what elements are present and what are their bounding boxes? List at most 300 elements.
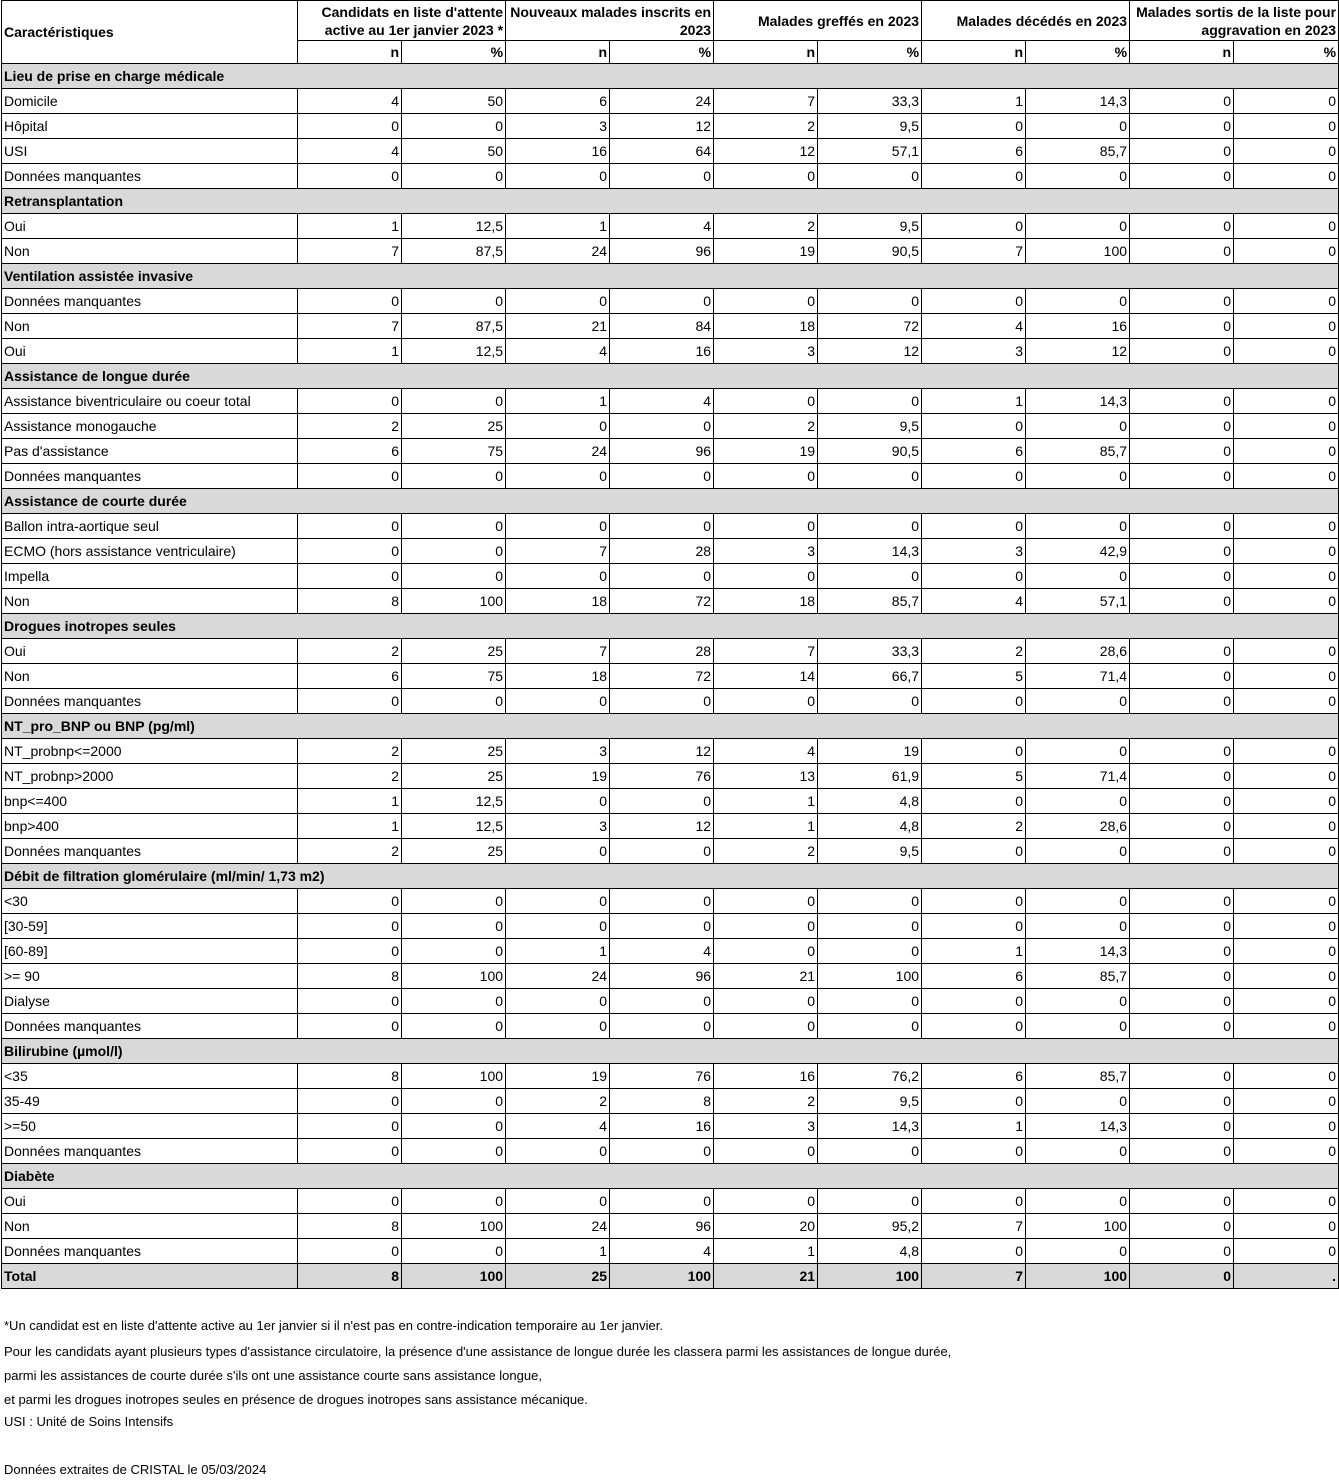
cell-pct: 0 [818,1189,922,1214]
cell-n: 0 [1130,114,1234,139]
cell-n: 4 [922,314,1026,339]
cell-n: 4 [298,139,402,164]
cell-pct: 0 [610,414,714,439]
cell-pct: 14,3 [818,1114,922,1139]
cell-n: 13 [714,764,818,789]
table-row [2,114,1339,139]
cell-pct: 0 [818,939,922,964]
cell-pct: 0 [1026,1239,1130,1264]
cell-pct: 14,3 [1026,1114,1130,1139]
cell-pct: 12,5 [402,214,506,239]
cell-pct: 0 [1234,539,1339,564]
cell-n: 0 [922,164,1026,189]
cell-n: 0 [1130,639,1234,664]
cell-pct: 9,5 [818,214,922,239]
footnote-source: Données extraites de CRISTAL le 05/03/2024 [4,1462,267,1477]
cell-pct: 61,9 [818,764,922,789]
cell-n: 0 [922,889,1026,914]
cell-n: 0 [922,514,1026,539]
cell-n: 0 [506,1139,610,1164]
cell-n: 0 [1130,164,1234,189]
cell-pct: 96 [610,239,714,264]
cell-pct: 12,5 [402,789,506,814]
cell-n: 0 [506,689,610,714]
cell-n: 7 [922,1214,1026,1239]
cell-n: 3 [714,1114,818,1139]
row-label: Non [2,239,298,264]
cell-n: 2 [714,414,818,439]
cell-pct: 0 [818,389,922,414]
cell-pct: 0 [402,939,506,964]
subheader-n: n [1130,41,1234,64]
cell-n: 0 [506,989,610,1014]
footnote-assistance-1: Pour les candidats ayant plusieurs types d'assistance circulatoire, la présence d'une assistance de longue durée les classera parmi les assistances de longue durée, [4,1344,952,1359]
cell-pct: 0 [1234,439,1339,464]
cell-n: 0 [922,789,1026,814]
cell-pct: 16 [610,339,714,364]
cell-n: 0 [1130,214,1234,239]
row-label: Données manquantes [2,1014,298,1039]
cell-n: 0 [1130,839,1234,864]
cell-n: 19 [506,764,610,789]
cell-n: 0 [1130,439,1234,464]
cell-pct: 0 [610,989,714,1014]
cell-pct: 33,3 [818,639,922,664]
cell-n: 0 [1130,539,1234,564]
cell-n: 0 [714,564,818,589]
cell-pct: 4,8 [818,789,922,814]
cell-n: 0 [922,289,1026,314]
cell-n: 7 [714,89,818,114]
table-row [2,664,1339,689]
cell-pct: 0 [1026,214,1130,239]
subheader-pct: % [1234,41,1339,64]
table-row [2,564,1339,589]
subheader-n: n [298,41,402,64]
cell-n: 2 [298,839,402,864]
section-title: Débit de filtration glomérulaire (ml/min/ 1,73 m2) [2,864,1339,889]
cell-n: 8 [298,1214,402,1239]
cell-n: 21 [506,314,610,339]
cell-pct: 0 [1234,339,1339,364]
cell-n: 0 [506,164,610,189]
footnote-assistance-3: et parmi les drogues inotropes seules en présence de drogues inotropes sans assistance mécanique. [4,1392,588,1407]
cell-pct: 0 [610,1189,714,1214]
cell-n: 2 [714,839,818,864]
cell-n: 0 [922,564,1026,589]
col-header-new-patients: Nouveaux malades inscrits en 2023 [506,1,714,41]
cell-n: 0 [506,289,610,314]
cell-pct: 0 [402,989,506,1014]
cell-n: 1 [298,339,402,364]
cell-n: 0 [298,164,402,189]
cell-pct: 12 [610,739,714,764]
cell-n: 0 [1130,989,1234,1014]
table-row [2,789,1339,814]
row-label: bnp<=400 [2,789,298,814]
cell-n: 20 [714,1214,818,1239]
cell-pct: 0 [610,164,714,189]
col-header-waiting-list: Candidats en liste d'attente active au 1er janvier 2023 * [298,1,506,41]
cell-n: 1 [714,1239,818,1264]
cell-pct: 57,1 [818,139,922,164]
cell-pct: 0 [402,539,506,564]
cell-pct: 0 [1234,1214,1339,1239]
cell-pct: 9,5 [818,414,922,439]
cell-n: 0 [922,114,1026,139]
table-row [2,89,1339,114]
cell-n: 0 [298,889,402,914]
cell-pct: 100 [818,964,922,989]
cell-pct: 0 [1234,389,1339,414]
section-header-row [2,189,1339,214]
cell-pct: 0 [402,1089,506,1114]
cell-pct: 75 [402,664,506,689]
cell-pct: 0 [1026,839,1130,864]
subheader-n: n [506,41,610,64]
cell-pct: 0 [1026,1189,1130,1214]
cell-pct: 90,5 [818,439,922,464]
cell-pct: 0 [1026,164,1130,189]
cell-pct: 75 [402,439,506,464]
cell-pct: 0 [610,689,714,714]
cell-pct: 12 [610,114,714,139]
cell-pct: 0 [1234,1239,1339,1264]
cell-pct: 0 [1234,314,1339,339]
cell-pct: 0 [402,1139,506,1164]
cell-n: 0 [922,214,1026,239]
cell-pct: 0 [1234,464,1339,489]
cell-pct: 0 [610,789,714,814]
table-row [2,539,1339,564]
cell-pct: 16 [610,1114,714,1139]
cell-pct: 0 [1234,939,1339,964]
cell-n: 6 [922,439,1026,464]
cell-pct: 28,6 [1026,639,1130,664]
cell-n: 0 [922,689,1026,714]
row-label: Données manquantes [2,1239,298,1264]
cell-pct: 0 [1234,1064,1339,1089]
cell-n: 0 [1130,1114,1234,1139]
table-row [2,1064,1339,1089]
section-title: Lieu de prise en charge médicale [2,64,1339,89]
cell-pct: 4 [610,214,714,239]
cell-n: 0 [506,564,610,589]
cell-n: 0 [922,1139,1026,1164]
cell-pct: 4,8 [818,1239,922,1264]
cell-n: 0 [506,414,610,439]
cell-pct: 0 [1026,1139,1130,1164]
cell-pct: 12 [1026,339,1130,364]
cell-n: 0 [1130,914,1234,939]
row-label: Oui [2,339,298,364]
cell-n: 0 [506,789,610,814]
cell-pct: 0 [402,689,506,714]
cell-pct: 0 [1234,1139,1339,1164]
cell-n: 0 [922,414,1026,439]
cell-pct: 85,7 [1026,139,1130,164]
subheader-pct: % [402,41,506,64]
cell-n: 0 [922,839,1026,864]
cell-pct: 0 [402,289,506,314]
cell-pct: 14,3 [818,539,922,564]
table-row [2,1189,1339,1214]
cell-pct: 100 [402,1214,506,1239]
cell-pct: 0 [818,989,922,1014]
cell-pct: 0 [1234,164,1339,189]
subheader-n: n [922,41,1026,64]
row-label: Non [2,1214,298,1239]
cell-n: 0 [298,514,402,539]
cell-n: 0 [1130,314,1234,339]
cell-n: 2 [298,414,402,439]
cell-n: 0 [714,389,818,414]
row-label: Ballon intra-aortique seul [2,514,298,539]
cell-n: 0 [714,689,818,714]
cell-pct: 0 [1026,514,1130,539]
section-title: Assistance de courte durée [2,489,1339,514]
row-label: Assistance biventriculaire ou coeur total [2,389,298,414]
cell-pct: 0 [1234,514,1339,539]
cell-pct: 0 [1234,689,1339,714]
cell-pct: 14,3 [1026,89,1130,114]
cell-n: 0 [714,1014,818,1039]
cell-n: 7 [298,314,402,339]
cell-n: 0 [1130,964,1234,989]
cell-pct: 0 [1234,1089,1339,1114]
cell-n: 0 [922,1189,1026,1214]
cell-pct: 0 [1234,214,1339,239]
cell-n: 14 [714,664,818,689]
cell-pct: 4 [610,939,714,964]
cell-n: 0 [714,989,818,1014]
section-title: Bilirubine (µmol/l) [2,1039,1339,1064]
table-row [2,989,1339,1014]
cell-pct: 0 [1234,964,1339,989]
cell-pct: 0 [1026,564,1130,589]
cell-n: 1 [506,389,610,414]
cell-n: 0 [922,1239,1026,1264]
cell-n: 2 [922,639,1026,664]
cell-n: 0 [506,1014,610,1039]
cell-n: 0 [298,914,402,939]
cell-pct: 16 [1026,314,1130,339]
cell-n: 1 [298,214,402,239]
cell-pct: 0 [610,839,714,864]
table-row [2,1239,1339,1264]
cell-pct: 0 [610,289,714,314]
cell-n: 0 [506,839,610,864]
section-header-row [2,364,1339,389]
cell-pct: 0 [1234,289,1339,314]
table-row [2,889,1339,914]
cell-pct: 0 [818,464,922,489]
cell-n: 1 [922,1114,1026,1139]
cell-n: 2 [298,739,402,764]
cell-pct: 0 [1234,89,1339,114]
cell-pct: 0 [1234,739,1339,764]
cell-pct: 96 [610,439,714,464]
cell-n: 3 [506,739,610,764]
header-row [2,1,1339,41]
row-label: Dialyse [2,989,298,1014]
cell-pct: 0 [1234,414,1339,439]
cell-n: 1 [506,939,610,964]
table-row [2,389,1339,414]
row-label: Non [2,589,298,614]
cell-n: 1 [922,89,1026,114]
cell-pct: 0 [818,889,922,914]
cell-pct: 0 [610,564,714,589]
cell-n: 0 [298,689,402,714]
cell-pct: 100 [1026,239,1130,264]
cell-pct: 25 [402,764,506,789]
cell-n: 0 [1130,739,1234,764]
cell-n: 4 [298,89,402,114]
cell-pct: 0 [610,464,714,489]
cell-pct: 0 [1234,139,1339,164]
cell-pct: 33,3 [818,89,922,114]
row-label: >= 90 [2,964,298,989]
cell-pct: 0 [818,689,922,714]
cell-n: 3 [922,339,1026,364]
section-header-row [2,489,1339,514]
row-label: Oui [2,639,298,664]
cell-pct: 14,3 [1026,939,1130,964]
section-title: NT_pro_BNP ou BNP (pg/ml) [2,714,1339,739]
cell-n: 21 [714,964,818,989]
total-n: 25 [506,1264,610,1289]
total-n: 21 [714,1264,818,1289]
cell-pct: 9,5 [818,839,922,864]
cell-pct: 0 [402,114,506,139]
cell-n: 0 [506,889,610,914]
table-row [2,239,1339,264]
cell-pct: 95,2 [818,1214,922,1239]
cell-pct: 0 [1026,289,1130,314]
cell-n: 4 [506,339,610,364]
cell-n: 6 [506,89,610,114]
cell-pct: 25 [402,739,506,764]
cell-pct: 0 [402,1239,506,1264]
cell-n: 19 [506,1064,610,1089]
cell-pct: 0 [610,514,714,539]
cell-n: 24 [506,439,610,464]
cell-pct: 9,5 [818,114,922,139]
cell-n: 0 [1130,889,1234,914]
table-row [2,839,1339,864]
table-row [2,764,1339,789]
cell-n: 0 [1130,689,1234,714]
cell-n: 7 [506,539,610,564]
row-label: Pas d'assistance [2,439,298,464]
cell-pct: 0 [1234,239,1339,264]
cell-n: 6 [922,964,1026,989]
cell-pct: 0 [1026,689,1130,714]
table-row [2,1139,1339,1164]
cell-n: 7 [922,239,1026,264]
cell-n: 0 [298,289,402,314]
section-title: Retransplantation [2,189,1339,214]
cell-pct: 0 [402,389,506,414]
col-header-transplanted: Malades greffés en 2023 [714,1,922,41]
cell-pct: 0 [1234,764,1339,789]
section-header-row [2,1039,1339,1064]
cell-n: 0 [1130,564,1234,589]
row-label: ECMO (hors assistance ventriculaire) [2,539,298,564]
cell-pct: 0 [1026,789,1130,814]
table-row [2,414,1339,439]
cell-pct: 100 [1026,1214,1130,1239]
cell-n: 0 [714,889,818,914]
cell-n: 0 [1130,389,1234,414]
cell-pct: 4,8 [818,814,922,839]
cell-n: 18 [506,664,610,689]
cell-pct: 4 [610,389,714,414]
cell-n: 7 [714,639,818,664]
section-header-row [2,714,1339,739]
cell-n: 0 [1130,339,1234,364]
cell-n: 0 [1130,1189,1234,1214]
cell-pct: 72 [610,589,714,614]
cell-n: 0 [922,989,1026,1014]
cell-n: 0 [298,1014,402,1039]
cell-n: 0 [714,464,818,489]
cell-pct: 0 [402,464,506,489]
cell-n: 8 [298,1064,402,1089]
section-header-row [2,614,1339,639]
col-header-removed-aggravation: Malades sortis de la liste pour aggravation en 2023 [1130,1,1339,41]
table-row [2,914,1339,939]
cell-pct: 72 [818,314,922,339]
row-label: Données manquantes [2,1139,298,1164]
caracteristiques-header: Caractéristiques [2,1,298,64]
cell-pct: 12,5 [402,814,506,839]
cell-n: 6 [298,664,402,689]
cell-n: 2 [714,1089,818,1114]
cell-pct: 0 [610,1139,714,1164]
table-row [2,689,1339,714]
table-row [2,289,1339,314]
cell-pct: 0 [402,889,506,914]
total-n: 0 [1130,1264,1234,1289]
cell-pct: 66,7 [818,664,922,689]
cell-pct: 87,5 [402,239,506,264]
cell-n: 0 [1130,239,1234,264]
cell-pct: 96 [610,1214,714,1239]
cell-n: 0 [1130,414,1234,439]
table-row [2,1089,1339,1114]
cell-n: 1 [922,389,1026,414]
cell-pct: 0 [402,1189,506,1214]
cell-n: 16 [506,139,610,164]
cell-n: 0 [298,939,402,964]
cell-pct: 0 [402,1114,506,1139]
cell-pct: 12 [818,339,922,364]
cell-n: 0 [922,914,1026,939]
cell-pct: 96 [610,964,714,989]
cell-pct: 0 [1234,839,1339,864]
row-label: USI [2,139,298,164]
cell-pct: 100 [402,1064,506,1089]
cell-pct: 0 [402,1014,506,1039]
cell-pct: 0 [1234,814,1339,839]
cell-n: 8 [298,964,402,989]
cell-pct: 0 [1234,664,1339,689]
cell-n: 0 [1130,289,1234,314]
cell-pct: 28 [610,639,714,664]
row-label: Données manquantes [2,164,298,189]
